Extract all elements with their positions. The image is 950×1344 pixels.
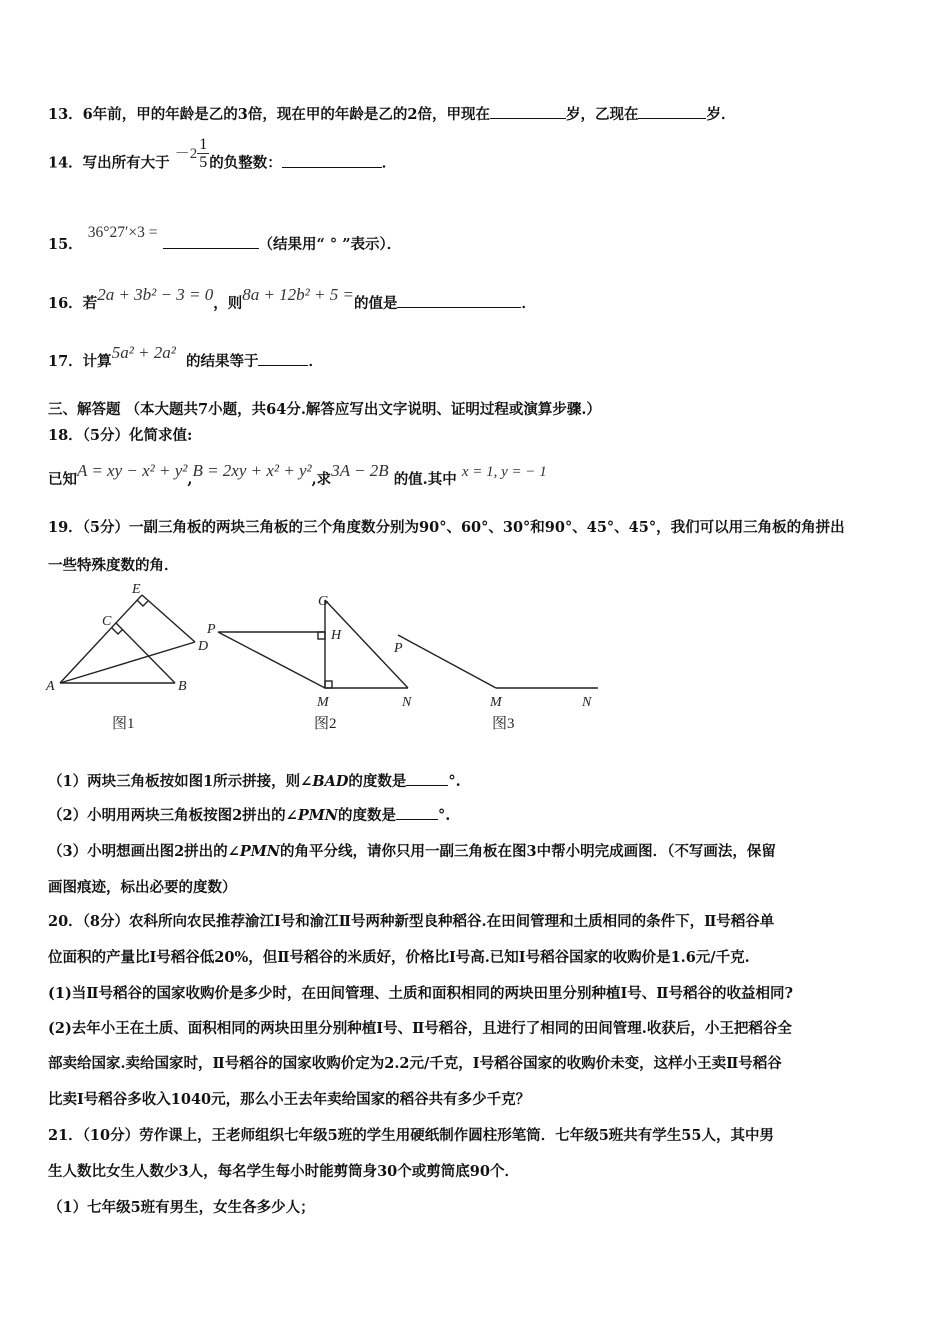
answer-blank[interactable]: [282, 153, 382, 168]
label-p: P: [394, 641, 403, 656]
math-expression: x = 1, y = − 1: [461, 464, 547, 480]
label-g: G: [318, 594, 329, 609]
label-n: N: [582, 695, 592, 710]
label-b: B: [178, 679, 187, 694]
question-21-line2: 生人数比女生人数少3人，每名学生每小时能剪筒身30个或剪筒底90个．: [48, 1163, 519, 1180]
question-16: 16．若2a + 3b² − 3 = 0，则8a + 12b² + 5 =的值是 ．: [48, 285, 536, 312]
question-19-line1: 19．（5分）一副三角板的两块三角板的三个角度数分别为90°、60°、30°和90°、45°、45°，我们可以用三角板的角拼出: [48, 519, 845, 536]
fig1-line-ad: [60, 642, 195, 683]
label-e: E: [132, 582, 141, 597]
label-a: A: [46, 679, 55, 694]
label-p: P: [207, 622, 216, 637]
answer-blank[interactable]: [163, 234, 259, 249]
caption-fig1: 图1: [112, 716, 135, 732]
fraction: $\frac{1}{5}$: [199, 136, 208, 171]
question-20-line3: (1)当Ⅱ号稻谷的国家收购价是多少时，在田间管理、土质和面积相同的两块田里分别种植Ⅰ号、Ⅱ号稻谷的收益相同?: [48, 985, 794, 1002]
fig1-line-ae: [60, 595, 142, 683]
question-18-head: 18．（5分）化简求值:: [48, 427, 193, 444]
math-expression: 36°27′×3 =: [87, 224, 158, 241]
question-13: 13．6年前，甲的年龄是乙的3倍，现在甲的年龄是乙的2倍，甲现在 岁，乙现在 岁．: [48, 106, 736, 123]
question-20-line4: (2)去年小王在土质、面积相同的两块田里分别种植Ⅰ号、Ⅱ号稻谷，且进行了相同的田间管理.收获后，小王把稻谷全: [48, 1020, 792, 1037]
math-expression: 3A − 2B: [331, 461, 389, 480]
question-19-part2: （2）小明用两块三角板按图2拼出的∠PMN的度数是 °.: [48, 807, 451, 824]
answer-blank[interactable]: [406, 771, 448, 786]
math-expression: 2a + 3b² − 3 = 0: [97, 285, 214, 304]
answer-blank[interactable]: [397, 293, 521, 308]
fig2-right-angle-m: [325, 681, 332, 688]
fig1-line-bc: [116, 623, 175, 683]
question-19-part1: （1）两块三角板按如图1所示拼接，则∠BAD的度数是 °.: [48, 773, 461, 790]
label-n: N: [402, 695, 412, 710]
question-17: 17．计算5a² + 2a² 的结果等于 ．: [48, 343, 323, 370]
label-m: M: [317, 695, 329, 710]
answer-blank[interactable]: [638, 104, 706, 119]
caption-fig3: 图3: [492, 716, 515, 732]
question-20-line5: 部卖给国家.卖给国家时，Ⅱ号稻谷的国家收购价定为2.2元/千克，Ⅰ号稻谷国家的收购价未变，这样小王卖Ⅱ号稻谷: [48, 1055, 782, 1072]
fig1-right-angle-e: [137, 600, 148, 606]
question-21-line3: （1）七年级5班有男生，女生各多少人；: [48, 1199, 315, 1216]
caption-fig2: 图2: [314, 716, 337, 732]
math-expression: 8a + 12b² + 5 =: [242, 285, 354, 304]
fig1-line-ed: [142, 595, 195, 642]
question-20-line2: 位面积的产量比Ⅰ号稻谷低20%，但Ⅱ号稻谷的米质好，价格比Ⅰ号高.已知Ⅰ号稻谷国家的收购价是1.6元/千克.: [48, 949, 750, 966]
fig3-ray-mp: [398, 635, 496, 688]
answer-blank[interactable]: [396, 805, 438, 820]
label-h: H: [331, 628, 342, 643]
question-19-part3: （3）小明想画出图2拼出的∠PMN的角平分线，请你只用一副三角板在图3中帮小明完成画图．（不写画法，保留: [48, 843, 776, 860]
answer-blank[interactable]: [258, 351, 308, 366]
section-heading: 三、解答题 （本大题共7小题，共64分.解答应写出文字说明、证明过程或演算步骤.）: [48, 401, 601, 418]
question-18: 已知A = xy − x² + y²,B = 2xy + x² + y²,求3A − 2B 的值.其中 x = 1, y = − 1: [48, 461, 547, 488]
fig2-line-pm: [218, 632, 325, 688]
answer-blank[interactable]: [490, 104, 566, 119]
math-neg-int: －2: [174, 145, 198, 162]
fig2-right-angle-h: [318, 632, 325, 639]
label-m: M: [490, 695, 502, 710]
question-19-part3-cont: 画图痕迹，标出必要的度数）: [48, 879, 237, 896]
label-c: C: [102, 614, 112, 629]
math-expression: B = 2xy + x² + y²: [192, 461, 312, 480]
math-expression: A = xy − x² + y²: [77, 461, 188, 480]
question-20-line6: 比卖Ⅰ号稻谷多收入1040元，那么小王去年卖给国家的稻谷共有多少千克？: [48, 1091, 531, 1108]
geometry-figures: [30, 580, 630, 740]
label-d: D: [198, 639, 209, 654]
question-20-line1: 20．（8分）农科所向农民推荐渝江Ⅰ号和渝江Ⅱ号两种新型良种稻谷.在田间管理和土质相同的条件下，Ⅱ号稻谷单: [48, 913, 775, 930]
question-14: 14．写出所有大于 －2 $\frac{1}{5}$ 的负整数： ．: [48, 136, 397, 172]
question-15: 15． 36°27′×3 = （结果用“ ° ”表示）．: [48, 224, 402, 253]
math-expression: 5a² + 2a²: [111, 343, 176, 362]
question-19-line2: 一些特殊度数的角．: [48, 557, 179, 574]
question-21-line1: 21．（10分）劳作课上，王老师组织七年级5班的学生用硬纸制作圆柱形笔筒．七年级5班共有学生55人，其中男: [48, 1127, 774, 1144]
